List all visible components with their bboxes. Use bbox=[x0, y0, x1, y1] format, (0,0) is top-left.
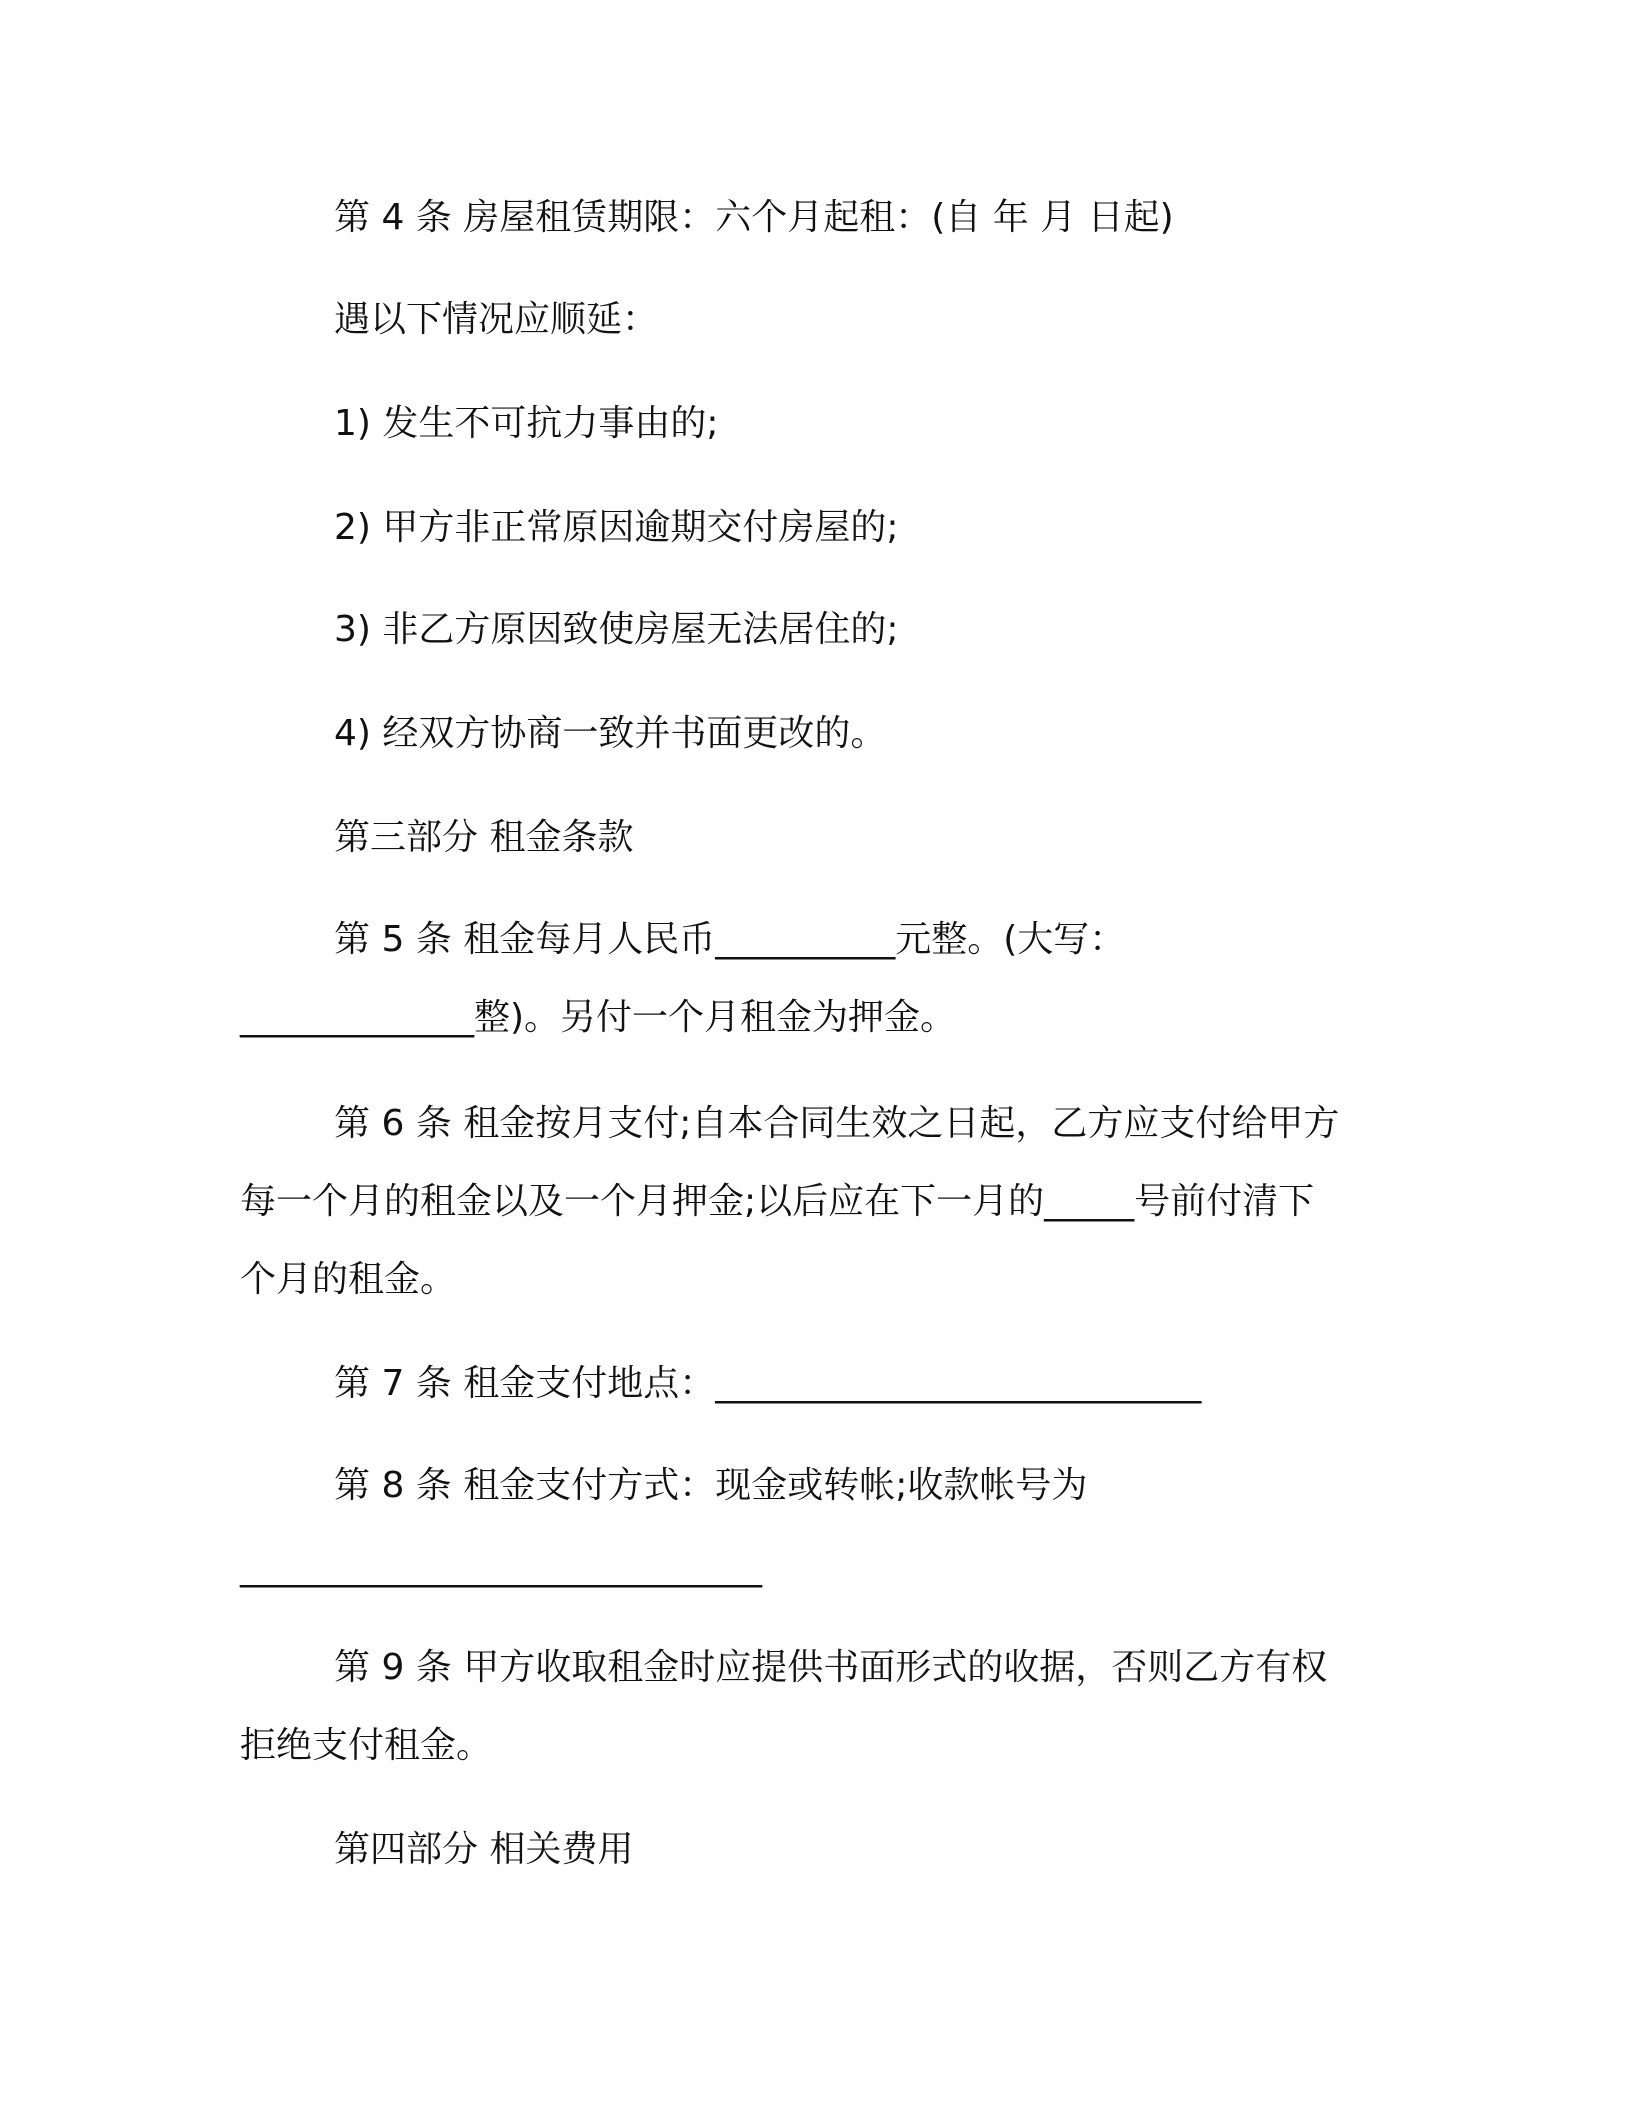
article-5-rent-amount-cont: _____________整)。另付一个月租金为押金。 bbox=[240, 997, 957, 1038]
extension-condition-1: 1) 发生不可抗力事由的; bbox=[334, 403, 719, 444]
article-6-payment-schedule-cont-2: 个月的租金。 bbox=[240, 1259, 457, 1300]
section-3-heading: 第三部分 租金条款 bbox=[334, 817, 634, 858]
extension-conditions-heading: 遇以下情况应顺延： bbox=[334, 299, 659, 340]
article-8-account-blank: _____________________________ bbox=[240, 1547, 762, 1588]
article-6-payment-schedule-cont-1: 每一个月的租金以及一个月押金;以后应在下一月的_____号前付清下 bbox=[240, 1181, 1315, 1222]
article-6-payment-schedule: 第 6 条 租金按月支付;自本合同生效之日起，乙方应支付给甲方 bbox=[334, 1103, 1340, 1144]
section-4-heading: 第四部分 相关费用 bbox=[334, 1829, 634, 1870]
article-4-lease-term: 第 4 条 房屋租赁期限：六个月起租：(自 年 月 日起) bbox=[334, 197, 1174, 238]
article-9-receipt: 第 9 条 甲方收取租金时应提供书面形式的收据，否则乙方有权 bbox=[334, 1647, 1328, 1688]
extension-condition-4: 4) 经双方协商一致并书面更改的。 bbox=[334, 713, 887, 754]
article-5-rent-amount: 第 5 条 租金每月人民币__________元整。(大写： bbox=[334, 919, 1126, 960]
article-9-receipt-cont: 拒绝支付租金。 bbox=[240, 1725, 493, 1766]
article-8-payment-method: 第 8 条 租金支付方式：现金或转帐;收款帐号为 bbox=[334, 1465, 1088, 1506]
article-7-payment-location: 第 7 条 租金支付地点：___________________________ bbox=[334, 1363, 1202, 1404]
extension-condition-3: 3) 非乙方原因致使房屋无法居住的; bbox=[334, 609, 899, 650]
extension-condition-2: 2) 甲方非正常原因逾期交付房屋的; bbox=[334, 507, 899, 548]
